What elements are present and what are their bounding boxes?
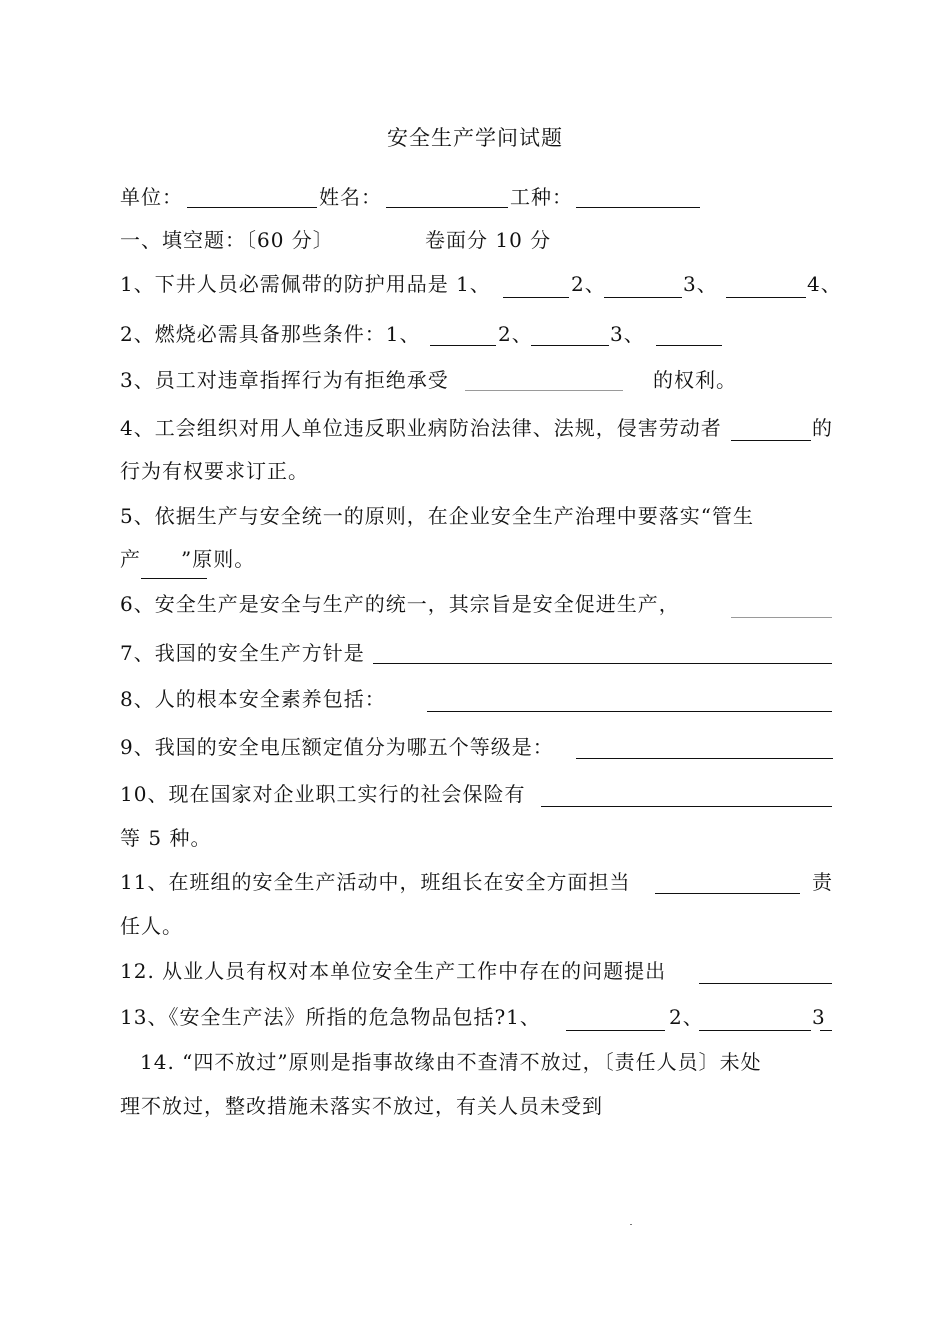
q4-blank[interactable]: [731, 440, 811, 441]
unit-blank[interactable]: [187, 207, 317, 208]
page-title: 安全生产学问试题: [387, 126, 563, 150]
q9-text: 9、我国的安全电压额定值分为哪五个等级是：: [120, 735, 554, 759]
q13-num-2: 2、: [669, 1005, 704, 1029]
q10-line-2: 等 5 种。: [120, 826, 212, 850]
q4-tail: 的: [812, 416, 833, 440]
name-blank[interactable]: [386, 207, 508, 208]
q4-line-2: 行为有权要求订正。: [120, 459, 309, 483]
page-mark: [630, 1224, 632, 1225]
q8-text: 8、人的根本安全素养包括：: [120, 687, 386, 711]
q13-num-3: 3: [812, 1005, 826, 1029]
unit-label: 单位：: [120, 185, 183, 209]
q6-blank[interactable]: [731, 617, 832, 618]
q13-blank-3[interactable]: [820, 1030, 832, 1031]
q2-num-2: 2、: [498, 322, 533, 346]
q13-text: 13、《安全生产法》所指的危急物品包括?1、: [120, 1005, 541, 1029]
q1-text: 1、下井人员必需佩带的防护用品是 1、: [120, 272, 491, 296]
q1-num-3: 3、: [683, 272, 718, 296]
q1-num-2: 2、: [571, 272, 606, 296]
q1-blank-2[interactable]: [604, 297, 682, 298]
q12-blank[interactable]: [699, 983, 832, 984]
q5-line-2b: ”原则。: [181, 547, 256, 571]
q5-text: 5、依据生产与安全统一的原则，在企业安全生产治理中要落实“管生: [120, 504, 754, 528]
q3-text: 3、员工对违章指挥行为有拒绝承受: [120, 368, 449, 392]
q1-num-4: 4、: [807, 272, 842, 296]
q10-text: 10、现在国家对企业职工实行的社会保险有: [120, 782, 526, 806]
q2-text: 2、燃烧必需具备那些条件：1、: [120, 322, 421, 346]
q4-text: 4、工会组织对用人单位违反职业病防治法律、法规，侵害劳动者: [120, 416, 722, 440]
section-heading: 一、填空题：〔60 分〕: [120, 228, 334, 252]
q6-text: 6、安全生产是安全与生产的统一，其宗旨是安全促进生产，: [120, 592, 680, 616]
name-label: 姓名：: [319, 185, 382, 209]
q11-line-2: 任人。: [120, 914, 183, 938]
q11-blank[interactable]: [655, 893, 800, 894]
q7-blank[interactable]: [373, 663, 832, 664]
q5-line-2a: 产: [120, 547, 141, 571]
q9-blank[interactable]: [576, 758, 833, 759]
q11-tail: 责: [812, 870, 833, 894]
job-blank[interactable]: [576, 207, 700, 208]
q14-text: 14. “四不放过”原则是指事故缘由不查清不放过，〔责任人员〕未处: [140, 1050, 762, 1074]
q5-blank[interactable]: [141, 578, 207, 579]
q2-blank-1[interactable]: [430, 345, 496, 346]
q12-text: 12. 从业人员有权对本单位安全生产工作中存在的问题提出: [120, 959, 667, 983]
q2-num-3: 3、: [610, 322, 645, 346]
q3-tail: 的权利。: [653, 368, 737, 392]
q8-blank[interactable]: [427, 711, 832, 712]
q3-blank[interactable]: [465, 390, 623, 391]
score-note: 卷面分 10 分: [425, 228, 552, 252]
q11-text: 11、在班组的安全生产活动中，班组长在安全方面担当: [120, 870, 631, 894]
q2-blank-3[interactable]: [656, 345, 722, 346]
q7-text: 7、我国的安全生产方针是: [120, 641, 365, 665]
q10-blank[interactable]: [541, 806, 832, 807]
q14-line-2: 理不放过，整改措施未落实不放过，有关人员未受到: [120, 1094, 603, 1118]
q13-blank-1[interactable]: [566, 1030, 665, 1031]
q1-blank-1[interactable]: [503, 297, 569, 298]
q1-blank-3[interactable]: [726, 297, 806, 298]
q2-blank-2[interactable]: [531, 345, 609, 346]
q13-blank-2[interactable]: [699, 1030, 811, 1031]
job-label: 工种：: [510, 185, 573, 209]
